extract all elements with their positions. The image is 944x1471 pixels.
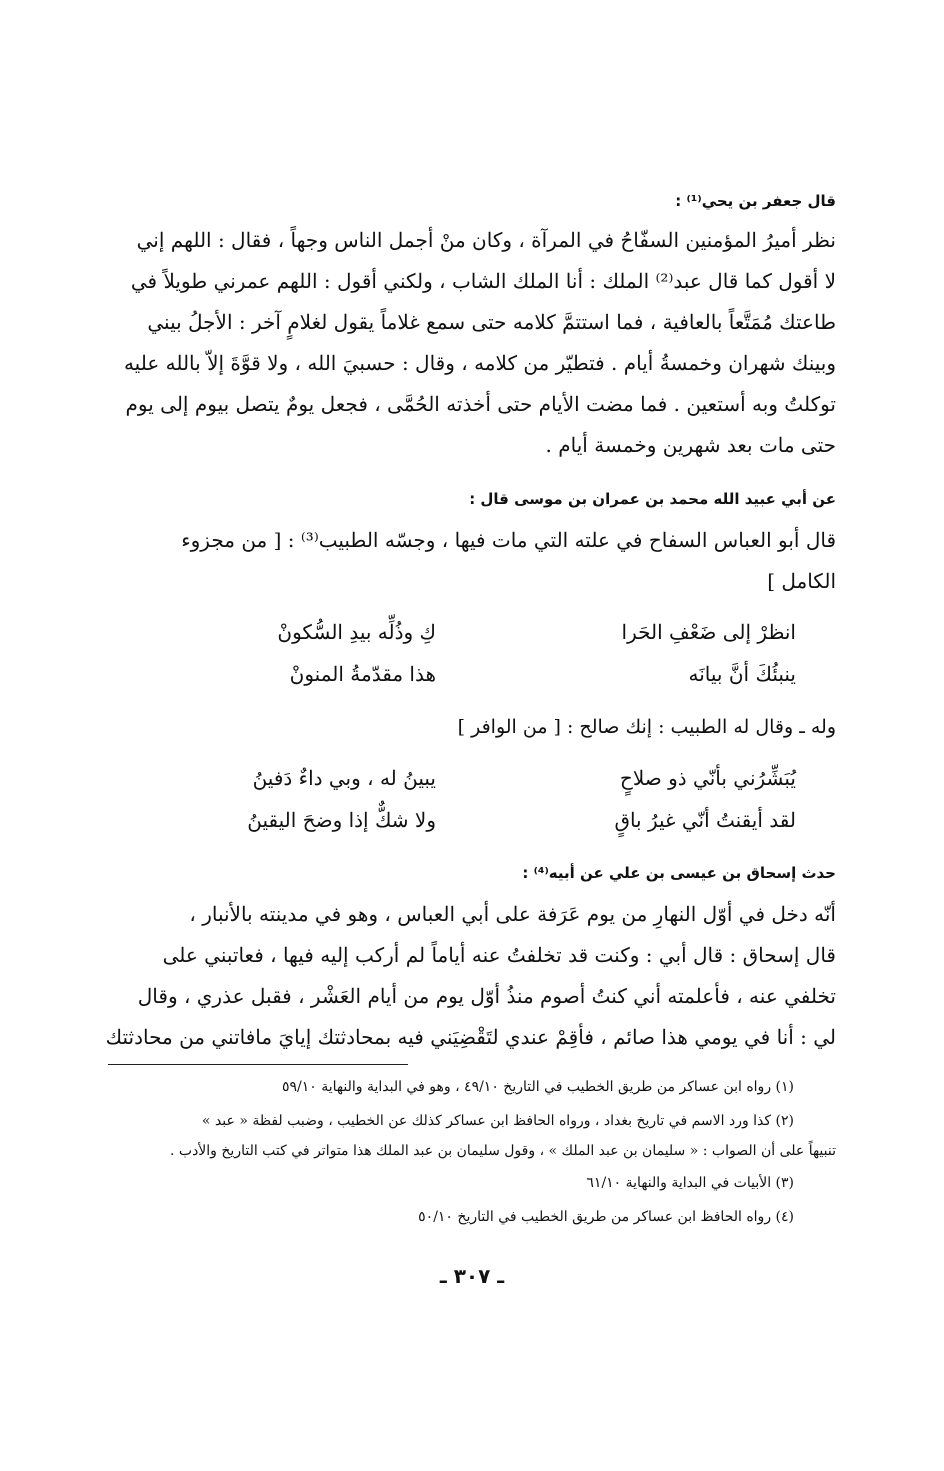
verse-intro: وله ـ وقال له الطبيب : إنك صالح : [ من الوافر ]: [457, 716, 836, 738]
verse-line: [106, 800, 836, 840]
footnote-1: (١) رواه ابن عساكر من طريق الخطيب في التاريخ ٤٩/١٠ ، وهو في البداية والنهاية ٥٩/١٠: [282, 1079, 794, 1095]
text-line: نظر أميرُ المؤمنين السفّاحُ في المرآة ، وكان منْ أجمل الناس وجهاً ، فقال : اللهم إني: [136, 228, 836, 252]
footnote-2: (٢) كذا ورد الاسم في تاريخ بغداد ، ورواه الحافظ ابن عساكر كذلك عن الخطيب ، وضبب لفظة « عبد »: [201, 1113, 794, 1129]
footnote-3: (٣) الأبيات في البداية والنهاية ٦١/١٠: [586, 1175, 794, 1191]
text-line: قال إسحاق : قال أبي : وكنت قد تخلفتُ عنه أياماً لم أركب إليه فيها ، فعاتبني على: [162, 943, 836, 967]
verse-second-hemistich: كِ وذُلِّه بيدِ السُّكونْ: [277, 620, 436, 644]
verse-first-hemistich: انظرْ إلى ضَعْفِ الحَرا: [621, 620, 796, 644]
paragraph-1: [106, 220, 836, 466]
verse-first-hemistich: لقد أيقنتُ أنّي غيرُ باقٍ: [614, 808, 796, 832]
verse-second-hemistich: يبينُ له ، وبي داءٌ دَفينُ: [252, 766, 436, 790]
paragraph-3: [106, 894, 836, 1058]
text-line: لا أقول كما قال عبد⁽²⁾ الملك : أنا الملك الشاب ، ولكني أقول : اللهم عمرني طويلاً في: [130, 269, 836, 293]
text-line: لي : أنا في يومي هذا صائم ، فأقِمْ عندي لتَقْضِيَني فيه بمحادثتك إيايَ مافاتني من محادثتك: [106, 1025, 836, 1049]
footnote-divider: [108, 1064, 408, 1065]
narrator-heading-3: حدث إسحاق بن عيسى بن علي عن أبيه⁽⁴⁾ :: [522, 864, 836, 882]
text-line: أنّه دخل في أوّل النهارِ من يوم عَرَفة على أبي العباس ، وهو في مدينته بالأنبار ،: [189, 902, 836, 926]
narrator-heading-2: عن أبي عبيد الله محمد بن عمران بن موسى قال :: [469, 490, 836, 508]
narrator-heading-1: قال جعفر بن يحي⁽¹⁾ :: [675, 192, 836, 210]
verse-second-hemistich: ولا شكٌّ إذا وضحَ اليقينُ: [247, 808, 436, 832]
verse-line: [106, 654, 836, 694]
text-line: الكامل ]: [767, 569, 836, 593]
verse-line: [106, 612, 836, 652]
footnote-2-continued: تنبيهاً على أن الصواب : « سليمان بن عبد الملك » ، وقول سليمان بن عبد الملك هذا متواتر في كتب التاريخ والأدب .: [169, 1143, 836, 1159]
footnote-4: (٤) رواه الحافظ ابن عساكر من طريق الخطيب في التاريخ ٥٠/١٠: [418, 1209, 794, 1225]
text-line: طاعتك مُمَتَّعاً بالعافية ، فما استتمَّ كلامه حتى سمع غلاماً يقول لغلامٍ آخر : الأجلُ بيني: [147, 310, 836, 334]
verse-first-hemistich: يُبَشِّرُني بأنّي ذو صلاحٍ: [619, 766, 796, 790]
text-line: توكلتُ وبه أستعين . فما مضت الأيام حتى أخذته الحُمَّى ، فجعل يومٌ يتصل بيوم إلى يوم: [125, 392, 836, 416]
verse-first-hemistich: ينبئُكَ أنَّ بيانَه: [688, 662, 796, 686]
text-line: قال أبو العباس السفاح في علته التي مات فيها ، وجسّه الطبيب⁽³⁾ : [ من مجزوء: [181, 528, 836, 552]
text-line: تخلفي عنه ، فأعلمته أني كنتُ أصوم منذُ أوّل يوم من أيام العَشْر ، فقبل عذري ، وقال: [137, 984, 836, 1008]
page-number: ـ ٣٠٧ ـ: [439, 1264, 505, 1288]
verse-second-hemistich: هذا مقدّمةُ المنونْ: [289, 662, 436, 686]
paragraph-2: [106, 520, 836, 602]
verse-line: [106, 758, 836, 798]
text-line: حتى مات بعد شهرين وخمسة أيام .: [545, 433, 836, 457]
text-line: وبينك شهران وخمسةُ أيام . فتطيّر من كلامه ، وقال : حسبيَ الله ، ولا قوَّةَ إلاّ بالله عليه: [123, 351, 836, 375]
